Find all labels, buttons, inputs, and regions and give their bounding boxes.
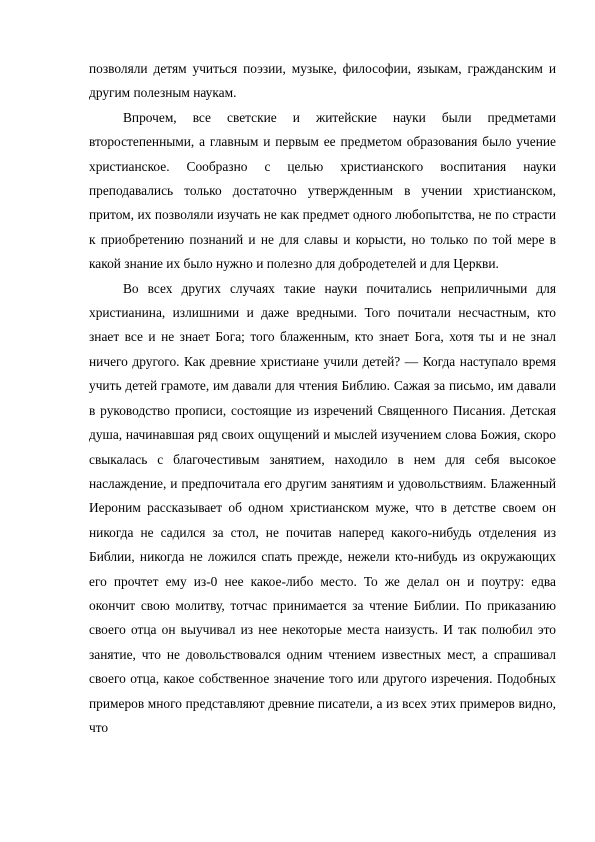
body-text <box>89 57 556 740</box>
paragraph-continued: позволяли детям учиться поэзии, музыке, философии, языкам, гражданским и другим полезным наукам. <box>89 61 556 101</box>
paragraph-secular-sciences: Впрочем, все светские и житейские науки были предметами второстепенными, а главным и первым ее предметом образования было учение христианское. Сообразно с целью христианского воспитания науки преподавались только достаточно утвержденным в учении христианском, притом, их позволяли изучать не как предмет одного любопытства, не по страсти к приобретению познаний и не для славы и корысти, но только по той мере в какой знание их было нужно и полезно для добродетелей и для Церкви. <box>89 109 556 272</box>
paragraph-bible-education: Во всех других случаях такие науки почитались неприличными для христианина, излишними и даже вредными. Того почитали несчастным, кто знает все и не знает Бога; того блаженным, кто знает Бога, хотя ты и не знал ничего другого. Как древние христиане учили детей? — Когда наступало время учить детей грамоте, им давали для чтения Библию. Сажая за письмо, им давали в руководство прописи, состоящие из изречений Священного Писания. Детская душа, начинавшая ряд своих ощущений и мыслей изучением слова Божия, скоро свыкалась с благочестивым занятием, находило в нем для себя высокое наслаждение, и предпочитала его другим занятиям и удовольствиям. Блаженный Иероним рассказывает об одном христианском муже, что в детстве своем он никогда не садился за стол, не почитав наперед какого-нибудь отделения из Библии, никогда не ложился спать прежде, нежели кто-нибудь из окружающих его прочтет ему из-0 нее какое-либо место. То же делал он и поутру: едва окончит свою молитву, тотчас принимается за чтение Библии. По приказанию своего отца он выучивал из нее некоторые места наизусть. И так полюбил это занятие, что не довольствовался одним чтением известных мест, а спрашивал своего отца, какое собственное значение того или другого изречения. Подобных примеров много представляют древние писатели, а из всех этих примеров видно, что <box>89 280 556 735</box>
